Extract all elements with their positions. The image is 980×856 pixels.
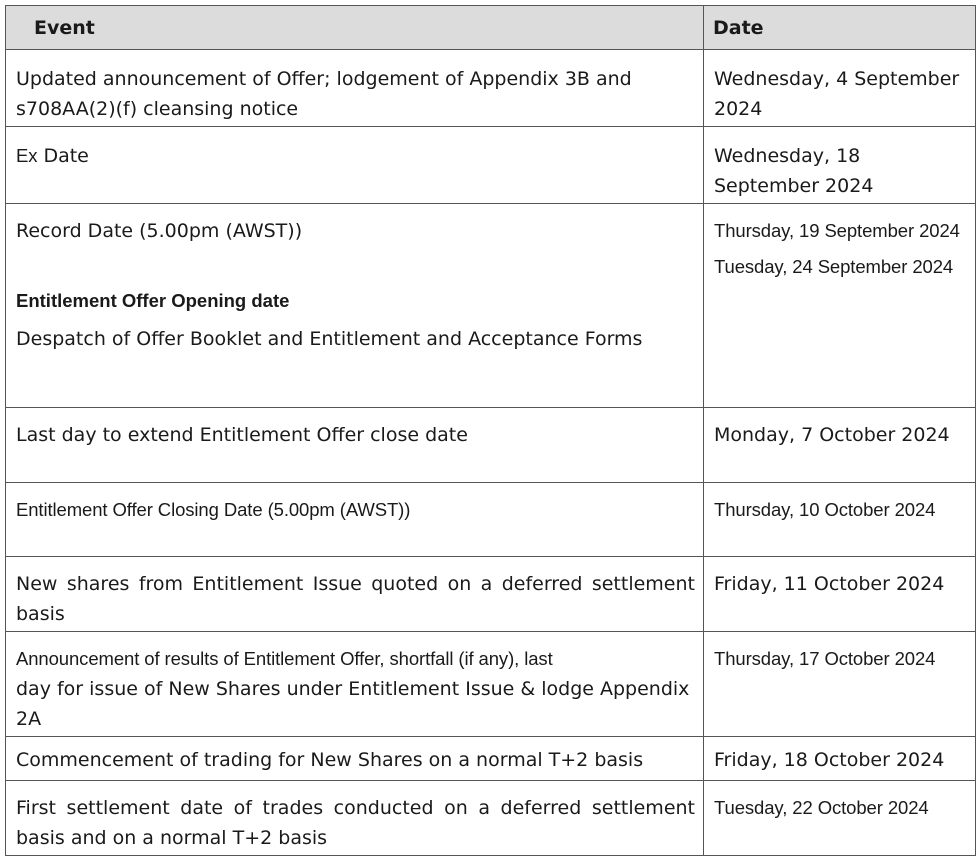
event-text: Date [43, 145, 89, 167]
date-text: Thursday, 10 October 2024 [714, 499, 936, 520]
date-cell [704, 204, 976, 408]
date-cell [704, 781, 976, 856]
event-cell [6, 781, 704, 856]
date-text: Tuesday, 22 October 2024 [714, 797, 929, 818]
table-row [6, 781, 976, 856]
date-cell [704, 127, 976, 204]
date-cell [704, 408, 976, 483]
header-row [6, 6, 976, 50]
date-cell [704, 737, 976, 781]
event-bold-text: Entitlement Offer Opening date [16, 290, 290, 311]
event-cell [6, 50, 704, 127]
table-row [6, 408, 976, 483]
event-cell [6, 204, 704, 408]
event-cell [6, 632, 704, 737]
date-column-header: Date [704, 6, 976, 50]
date-text: Thursday, 17 October 2024 [714, 648, 936, 669]
table-row [6, 557, 976, 632]
date-text: Thursday, 19 September 2024 [714, 220, 960, 241]
date-text: Monday, 7 October 2024 [714, 424, 950, 446]
date-text: Wednesday, 18 September 2024 [714, 145, 874, 197]
table-row [6, 204, 976, 408]
event-text: Last day to extend Entitlement Offer close date [16, 424, 468, 446]
event-extra-text: Despatch of Offer Booklet and Entitlement and Acceptance Forms [16, 328, 643, 350]
date-cell [704, 50, 976, 127]
event-cell [6, 557, 704, 632]
table-row [6, 737, 976, 781]
date-cell [704, 632, 976, 737]
date-cell [704, 557, 976, 632]
event-text: Record Date (5.00pm (AWST)) [16, 220, 303, 242]
event-cell [6, 408, 704, 483]
table-row [6, 483, 976, 557]
table-row [6, 127, 976, 204]
event-cell [6, 737, 704, 781]
event-text: day for issue of New Shares under Entitlement Issue & lodge Appendix 2A [16, 678, 690, 730]
date-cell [704, 483, 976, 557]
date-extra-text: Tuesday, 24 September 2024 [714, 256, 954, 277]
date-text: Wednesday, 4 September 2024 [714, 68, 960, 120]
event-cell [6, 483, 704, 557]
event-text: Entitlement Offer Closing Date (5.00pm (AWST)) [16, 499, 411, 520]
event-column-header: Event [6, 6, 704, 50]
event-prefix-text: Ex [16, 145, 38, 166]
table-row [6, 50, 976, 127]
event-text: New shares from Entitlement Issue quoted on a deferred settlement basis [16, 573, 695, 625]
timetable [5, 5, 976, 856]
event-cell [6, 127, 704, 204]
date-text: Friday, 18 October 2024 [714, 749, 945, 771]
date-text: Friday, 11 October 2024 [714, 573, 945, 595]
event-text: Updated announcement of Offer; lodgement of Appendix 3B and s708AA(2)(f) cleansing notice [16, 68, 632, 120]
event-text: Commencement of trading for New Shares on a normal T+2 basis [16, 749, 644, 771]
table-row [6, 632, 976, 737]
event-line1-text: Announcement of results of Entitlement Offer, shortfall (if any), last [16, 648, 553, 669]
event-text: First settlement date of trades conducted on a deferred settlement basis and on a normal T+2 basis [16, 797, 695, 849]
